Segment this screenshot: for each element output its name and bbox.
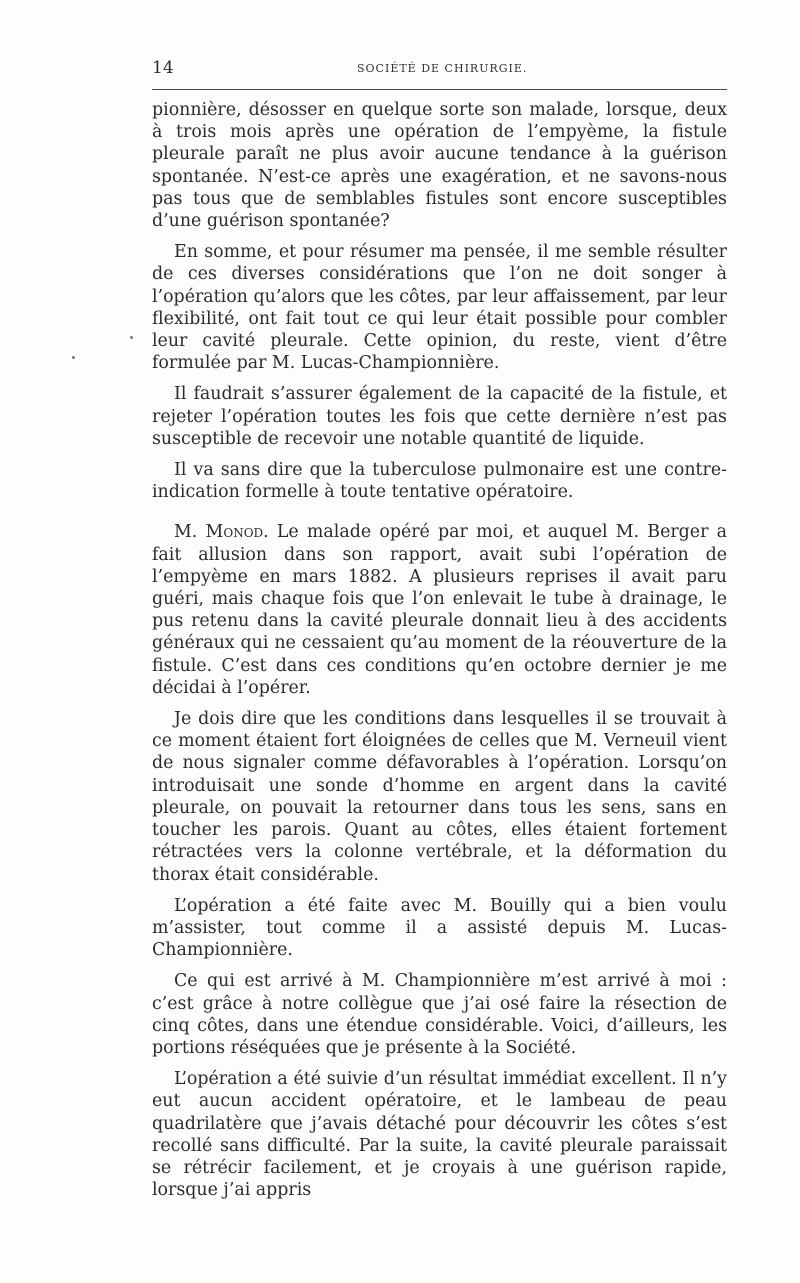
speaker-prefix: M. bbox=[174, 522, 206, 543]
paragraph-5-text: . Le malade opéré par moi, et auquel M. Berger a fait allusion dans son rapport, avait subi l’opération de l’empyème en mars 1882. A plusieurs reprises il avait paru guéri, mais chaque fois que l’on enlevait le tube à drainage, le pus retenu dans la cavité pleurale donnait lieu à des accidents généraux qui ne cessaient qu’au moment de la réouverture de la fistule. C’est dans ces conditions qu’en octobre dernier je me décidai à l’opérer. bbox=[152, 522, 727, 698]
paragraph-5 bbox=[152, 521, 727, 699]
paragraph-8: Ce qui est arrivé à M. Championnière m’est arrivé à moi : c’est grâce à notre collègue que j’ai osé faire la résection de cinq côtes, dans une étendue considérable. Voici, d’ailleurs, les portions réséquées que je présente à la Société. bbox=[152, 971, 727, 1058]
paragraph-9: L’opération a été suivie d’un résultat immédiat excellent. Il n’y eut aucun accident opératoire, et le lambeau de peau quadrilatère que j’avais détaché pour découvrir les côtes s’est recollé sans difficulté. Par la suite, la cavité pleurale paraissait se rétrécir facilement, et je croyais à une guérison rapide, lorsque j’ai appris bbox=[152, 1069, 727, 1201]
running-title: SOCIÉTÉ DE CHIRURGIE. bbox=[357, 62, 528, 75]
page-header bbox=[152, 58, 727, 82]
paragraph-3: Il faudrait s’assurer également de la capacité de la fistule, et rejeter l’opération toutes les fois que cette dernière n’est pas susceptible de recevoir une notable quantité de liquide. bbox=[152, 384, 727, 449]
margin-speck bbox=[72, 356, 75, 359]
paragraph-2: En somme, et pour résumer ma pensée, il me semble résulter de ces diverses considérations que l’on ne doit songer à l’opération qu’alors que les côtes, par leur affaissement, par leur flexibilité, ont fait tout ce qui leur était possible pour combler leur cavité pleurale. Cette opinion, du reste, vient d’être formulée par M. Lucas-Championnière. bbox=[152, 242, 727, 374]
paragraph-6: Je dois dire que les conditions dans lesquelles il se trouvait à ce moment étaient fort éloignées de celles que M. Verneuil vient de nous signaler comme défavorables à l’opération. Lorsqu’on introduisait une sonde d’homme en argent dans la cavité pleurale, on pouvait la retourner dans tous les sens, sans en toucher les parois. Quant au côtes, elles étaient fortement rétractées vers la colonne vertébrale, et la déformation du thorax était considérable. bbox=[152, 709, 727, 885]
body-text bbox=[152, 99, 727, 1210]
page-number: 14 bbox=[152, 58, 174, 78]
paragraph-1: pionnière, désosser en quelque sorte son malade, lorsque, deux à trois mois après une opération de l’empyème, la fistule pleurale paraît ne plus avoir aucune tendance à la guérison spontanée. N’est-ce après une exagération, et ne savons-nous pas tous que de semblables fistules sont encore susceptibles d’une guérison spontanée? bbox=[152, 100, 727, 232]
header-rule bbox=[152, 89, 727, 90]
paragraph-4: Il va sans dire que la tuberculose pulmonaire est une contre-indication formelle à toute tentative opératoire. bbox=[152, 460, 727, 503]
paragraph-7: L’opération a été faite avec M. Bouilly qui a bien voulu m’assister, tout comme il a assisté depuis M. Lucas-Championnière. bbox=[152, 895, 727, 961]
margin-speck bbox=[130, 336, 133, 339]
speaker-name: Monod bbox=[205, 522, 264, 543]
